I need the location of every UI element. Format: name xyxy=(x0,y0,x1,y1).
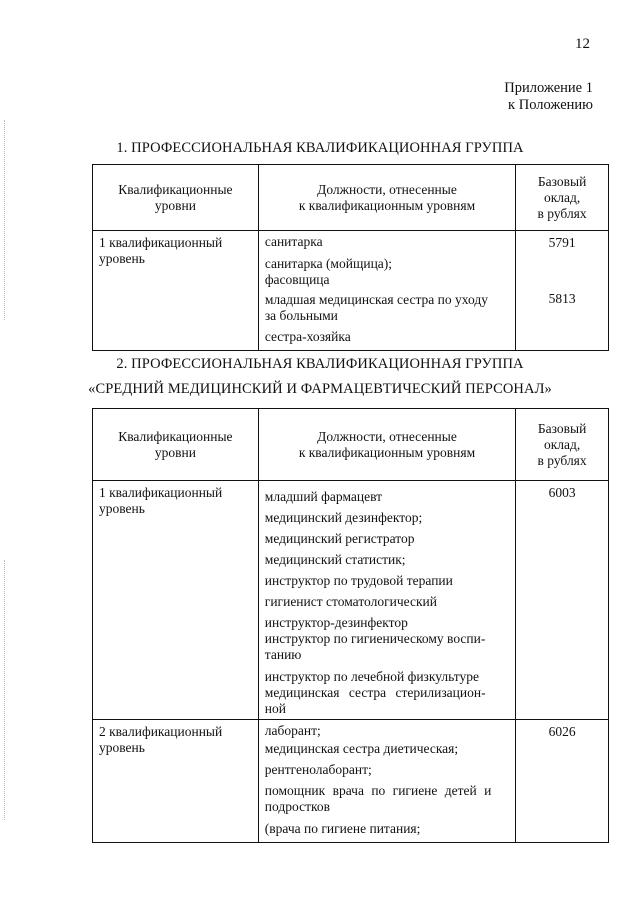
position-item: младший фармацевт xyxy=(264,489,383,504)
table-header-row xyxy=(93,165,609,231)
salary-cell xyxy=(516,481,609,720)
position-item: медицинская сестра диетическая; xyxy=(264,741,459,756)
header-levels xyxy=(93,165,259,231)
header-text: Должности, отнесенные xyxy=(317,181,457,197)
scan-margin-dots xyxy=(4,560,7,820)
appendix-note xyxy=(504,80,593,114)
level-text: 1 квалификационный xyxy=(99,235,223,250)
position-item: инструктор по лечебной физкультуре xyxy=(264,669,479,684)
position-item: инструктор по трудовой терапии xyxy=(264,573,453,588)
position-item: лаборант; xyxy=(264,723,321,738)
position-item: инструктор по гигиеническому воспи- xyxy=(264,631,486,646)
position-item: ной xyxy=(264,701,286,716)
position-item: подростков xyxy=(264,799,330,814)
salary-cell xyxy=(516,720,609,843)
header-positions xyxy=(258,409,515,481)
page-number: 12 xyxy=(575,36,590,52)
position-item: медицинская сестра стерилизацион- xyxy=(264,685,486,700)
level-text: уровень xyxy=(99,501,145,516)
position-item: танию xyxy=(264,647,302,662)
header-text: к квалификационным уровням xyxy=(298,197,476,213)
header-text: уровни xyxy=(154,197,196,213)
header-salary xyxy=(516,165,609,231)
level-cell xyxy=(93,231,259,351)
position-item: медицинский статистик; xyxy=(264,552,406,567)
header-text: оклад, xyxy=(543,189,581,205)
salary-value: 5791 xyxy=(548,235,576,250)
group1-table xyxy=(92,164,609,351)
header-text: Базовый xyxy=(537,420,587,436)
header-positions xyxy=(258,165,515,231)
appendix-line-1: Приложение 1 xyxy=(504,80,593,96)
header-text: оклад, xyxy=(543,436,581,452)
position-item: помощник врача по гигиене детей и xyxy=(264,783,492,798)
header-text: Должности, отнесенные xyxy=(317,428,457,444)
level-text: 1 квалификационный xyxy=(99,485,223,500)
table-row xyxy=(93,720,609,843)
header-text: к квалификационным уровням xyxy=(298,444,476,460)
header-levels xyxy=(93,409,259,481)
salary-cell xyxy=(516,231,609,351)
position-item: медицинский дезинфектор; xyxy=(264,510,423,525)
position-item: санитарка xyxy=(264,234,323,249)
level-cell xyxy=(93,481,259,720)
position-item: (врача по гигиене питания; xyxy=(264,821,421,836)
group2-heading-2: «СРЕДНИЙ МЕДИЦИНСКИЙ И ФАРМАЦЕВТИЧЕСКИЙ ПЕРСОНАЛ» xyxy=(88,381,552,397)
header-salary xyxy=(516,409,609,481)
positions-cell xyxy=(258,481,515,720)
table-row xyxy=(93,231,609,351)
positions-cell xyxy=(258,720,515,843)
positions-cell xyxy=(258,231,515,351)
position-item: медицинский регистратор xyxy=(264,531,415,546)
level-text: уровень xyxy=(99,740,145,755)
appendix-line-2: к Положению xyxy=(508,97,593,113)
position-item: санитарка (мойщица); xyxy=(264,256,393,271)
table-header-row xyxy=(93,409,609,481)
header-text: в рублях xyxy=(537,205,587,221)
header-text: Базовый xyxy=(537,173,587,189)
position-item: гигиенист стоматологический xyxy=(264,594,437,609)
header-text: уровни xyxy=(154,444,196,460)
header-text: Квалификационные xyxy=(118,428,233,444)
position-item: сестра-хозяйка xyxy=(264,329,351,344)
group2-table xyxy=(92,408,609,843)
salary-value: 6026 xyxy=(548,724,576,739)
level-text: уровень xyxy=(99,251,145,266)
position-item: за больными xyxy=(264,308,338,323)
position-item: младшая медицинская сестра по уходу xyxy=(264,292,488,307)
position-item: рентгенолаборант; xyxy=(264,762,372,777)
table-row xyxy=(93,481,609,720)
group1-heading: 1. ПРОФЕССИОНАЛЬНАЯ КВАЛИФИКАЦИОННАЯ ГРУППА xyxy=(116,140,524,156)
header-text: в рублях xyxy=(537,452,587,468)
salary-value: 6003 xyxy=(548,485,576,500)
header-text: Квалификационные xyxy=(118,181,233,197)
level-cell xyxy=(93,720,259,843)
position-item: инструктор-дезинфектор xyxy=(264,615,408,630)
salary-value: 5813 xyxy=(548,291,576,306)
group2-heading-1: 2. ПРОФЕССИОНАЛЬНАЯ КВАЛИФИКАЦИОННАЯ ГРУППА xyxy=(116,356,524,372)
position-item: фасовщица xyxy=(264,272,330,287)
level-text: 2 квалификационный xyxy=(99,724,223,739)
